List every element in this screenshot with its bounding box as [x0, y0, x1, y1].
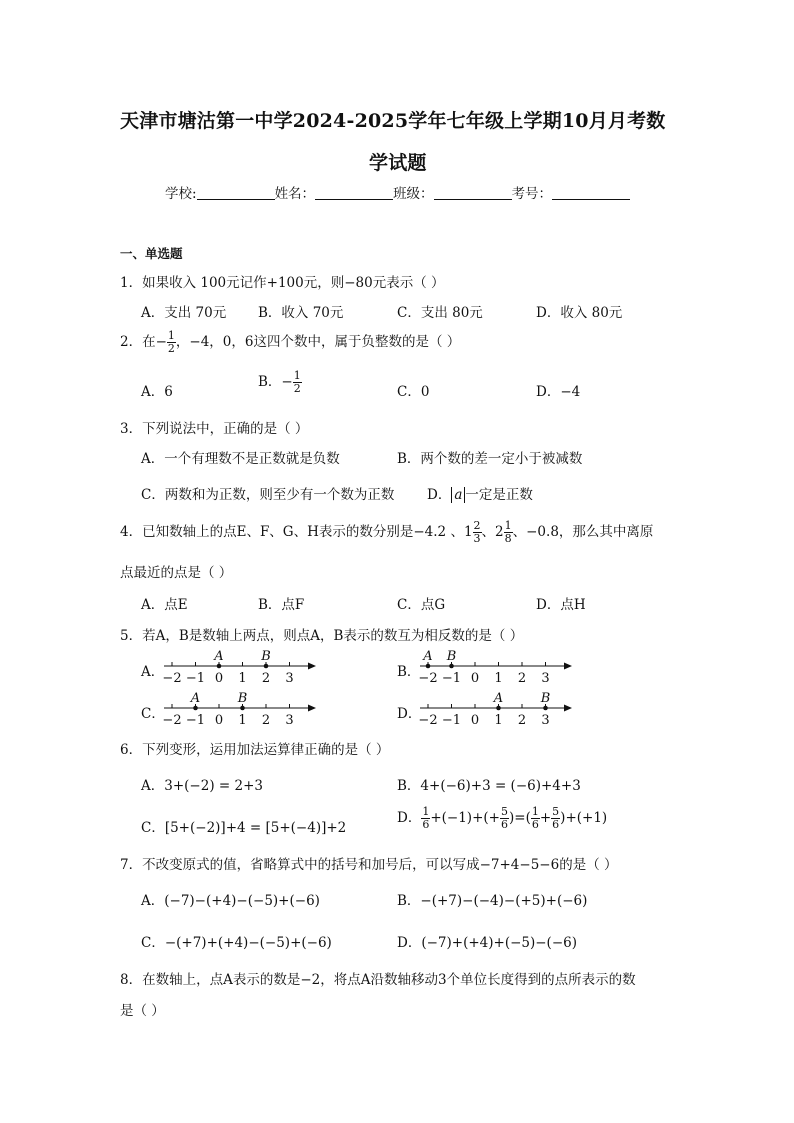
axis-arrow [564, 705, 572, 712]
q7-option-c[interactable]: C．−(+7)+(+4)−(−5)+(−6) [141, 935, 332, 951]
q5-number-line-c [164, 690, 324, 736]
q3-option-c[interactable]: C．两数和为正数，则至少有一个数为正数 [141, 487, 395, 503]
q5-option-c-label[interactable]: C． [141, 706, 165, 722]
point-label-b: B [446, 649, 457, 664]
point-label-b: B [237, 691, 248, 706]
point-a [217, 664, 222, 669]
point-b [264, 664, 269, 669]
q4-stem-line1: 4．已知数轴上的点E、F、G、H表示的数分别是−4.2 、1 $\frac{2}{3}$ 、2 $\frac{1}{8}$ 、−0.8，那么其中离原 [120, 519, 654, 545]
q5-number-line-a [164, 648, 324, 694]
tick-label: 0 [214, 671, 224, 686]
tick-label: 1 [238, 671, 247, 686]
q1-option-a[interactable]: A．支出 70元 [141, 305, 227, 321]
tick-label: 2 [517, 713, 527, 728]
point-a [193, 706, 198, 711]
tick-label: 1 [494, 713, 503, 728]
point-label-b: B [540, 691, 551, 706]
q4-stem-line2: 点最近的点是（ ） [120, 565, 233, 581]
q1-option-c[interactable]: C．支出 80元 [397, 305, 483, 321]
q6-stem: 6．下列变形，运用加法运算律正确的是（ ） [120, 742, 390, 758]
point-b [449, 664, 454, 669]
tick-label: −1 [441, 713, 462, 728]
q6-option-c[interactable]: C．[5+(−2)]+4 = [5+(−4)]+2 [141, 820, 347, 836]
student-info-line [165, 182, 630, 202]
q6-option-a[interactable]: A．3+(−2) = 2+3 [141, 778, 263, 794]
q8-stem-line2: 是（ ） [120, 1003, 165, 1019]
name-field[interactable] [315, 185, 393, 200]
tick-label: 3 [285, 671, 294, 686]
q5-number-line-b [420, 648, 580, 694]
tick-label: −2 [418, 713, 438, 728]
number-label: 考号： [511, 186, 553, 202]
point-label-b: B [261, 649, 271, 664]
q4-option-d[interactable]: D．点H [536, 597, 586, 613]
school-label: 学校: [165, 186, 197, 202]
q6-option-b[interactable]: B．4+(−6)+3 = (−6)+4+3 [397, 778, 581, 794]
point-label-a: A [190, 691, 201, 706]
point-b [543, 706, 548, 711]
q2-text-2: ，−4，0，6这四个数中，属于负整数的是（ ） [175, 334, 461, 350]
point-b [240, 706, 245, 711]
tick-label: −1 [441, 671, 462, 686]
point-label-a: A [214, 649, 224, 664]
q5-option-d-label[interactable]: D． [397, 706, 422, 722]
class-field[interactable] [434, 185, 512, 200]
section-heading: 一、单选题 [120, 246, 183, 261]
tick-label: −2 [162, 713, 182, 728]
tick-label: 2 [261, 671, 271, 686]
tick-label: 0 [214, 713, 224, 728]
q2-fraction: $\frac{1}{2}$ [167, 329, 175, 355]
axis-arrow [308, 663, 316, 670]
q4-option-a[interactable]: A．点E [141, 597, 188, 613]
q5-option-a-label[interactable]: A． [141, 664, 165, 680]
q1-stem: 1．如果收入 100元记作+100元，则−80元表示（ ） [120, 275, 445, 291]
tick-label: 2 [517, 671, 527, 686]
number-field[interactable] [552, 185, 630, 200]
q8-stem-line1: 8．在数轴上，点A表示的数是−2，将点A沿数轴移动3个单位长度得到的点所表示的数 [120, 972, 636, 988]
q6-option-d[interactable]: D． $\frac{1}{6}$ +(−1)+(+ $\frac{5}{6}$ )=( $\frac{1}{6}$ + $\frac{5}{6}$ )+(+1) [397, 805, 608, 831]
q2-option-a[interactable]: A．6 [141, 384, 173, 400]
q5-number-line-d [420, 690, 580, 736]
tick-label: 3 [541, 713, 550, 728]
q3-option-a[interactable]: A．一个有理数不是正数就是负数 [141, 451, 340, 467]
point-label-a: A [493, 691, 504, 706]
title-line-1: 天津市塘沽第一中学2024-2025学年七年级上学期10月月考数 [120, 110, 666, 132]
q3-option-d[interactable]: D． a 一定是正数 [427, 487, 533, 503]
q5-option-b-label[interactable]: B． [397, 664, 421, 680]
tick-label: 3 [541, 671, 550, 686]
school-field[interactable] [197, 185, 275, 200]
q4-option-b[interactable]: B．点F [258, 597, 305, 613]
q2-text-1: 2．在− [120, 334, 167, 350]
tick-label: −2 [162, 671, 182, 686]
q2-stem [120, 330, 460, 355]
tick-label: −1 [185, 671, 206, 686]
q4-option-c[interactable]: C．点G [397, 597, 446, 613]
axis-arrow [564, 663, 572, 670]
tick-label: 0 [470, 713, 480, 728]
tick-label: −2 [418, 671, 438, 686]
q1-option-b[interactable]: B．收入 70元 [258, 305, 344, 321]
point-a [426, 664, 431, 669]
tick-label: 3 [285, 713, 294, 728]
q7-stem: 7．不改变原式的值，省略算式中的括号和加号后，可以写成−7+4−5−6的是（ ） [120, 857, 618, 873]
axis-arrow [308, 705, 316, 712]
q1-option-d[interactable]: D．收入 80元 [536, 305, 623, 321]
title-line-2: 学试题 [369, 152, 427, 174]
tick-label: 2 [261, 713, 271, 728]
q2-option-d[interactable]: D．−4 [536, 384, 581, 400]
name-label: 姓名： [274, 186, 316, 202]
tick-label: 0 [470, 671, 480, 686]
q7-option-b[interactable]: B．−(+7)−(−4)−(+5)+(−6) [397, 893, 588, 909]
q3-option-b[interactable]: B．两个数的差一定小于被减数 [397, 451, 583, 467]
point-label-a: A [423, 649, 433, 664]
q3-stem: 3．下列说法中，正确的是（ ） [120, 421, 309, 437]
tick-label: 1 [238, 713, 247, 728]
q5-stem: 5．若A，B是数轴上两点，则点A，B表示的数互为相反数的是（ ） [120, 628, 524, 644]
q2-option-b[interactable]: B．− $\frac{1}{2}$ [258, 369, 301, 395]
q7-option-a[interactable]: A．(−7)−(+4)−(−5)+(−6) [141, 893, 320, 909]
class-label: 班级： [393, 186, 434, 202]
tick-label: −1 [185, 713, 206, 728]
q2-option-c[interactable]: C．0 [397, 384, 430, 400]
tick-label: 1 [494, 671, 503, 686]
q7-option-d[interactable]: D．(−7)+(+4)+(−5)−(−6) [397, 935, 577, 951]
point-a [496, 706, 501, 711]
